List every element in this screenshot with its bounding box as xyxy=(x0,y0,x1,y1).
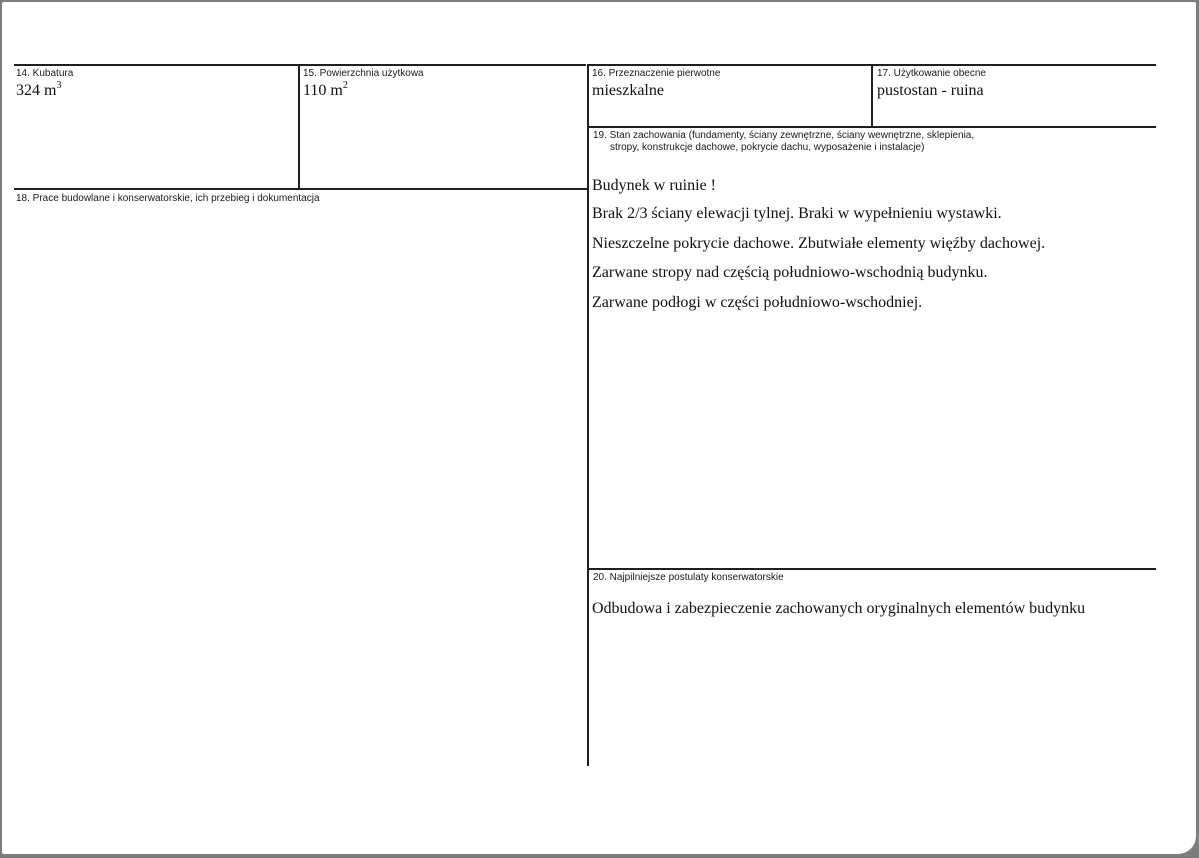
field-14-unit-exponent: 3 xyxy=(56,79,62,91)
field-15-value-text: 110 m xyxy=(303,82,343,99)
field-19-line: Zarwane stropy nad częścią południowo-wschodnią budynku. xyxy=(592,264,988,281)
divider-16-17 xyxy=(871,64,873,127)
field-14-value xyxy=(16,79,62,100)
field-19-label: 19. Stan zachowania (fundamenty, ściany zewnętrzne, ściany wewnętrzne, sklepienia, xyxy=(593,130,975,141)
field-17-value: pustostan - ruina xyxy=(877,82,984,99)
center-divider xyxy=(587,64,589,766)
field-20-label: 20. Najpilniejsze postulaty konserwatorskie xyxy=(593,572,784,583)
field-15-label: 15. Powierzchnia użytkowa xyxy=(303,68,424,79)
field-15-unit-exponent: 2 xyxy=(342,79,348,91)
field-15-value xyxy=(303,79,348,100)
field-20-value: Odbudowa i zabezpieczenie zachowanych oryginalnych elementów budynku xyxy=(592,600,1086,617)
top-rule-left xyxy=(14,64,586,66)
field-19-line: Zarwane podłogi w części południowo-wschodniej. xyxy=(592,294,923,311)
divider-14-15 xyxy=(298,64,300,189)
field-18-label: 18. Prace budowlane i konserwatorskie, ich przebieg i dokumentacja xyxy=(16,193,320,204)
field-16-label: 16. Przeznaczenie pierwotne xyxy=(592,68,721,79)
field-17-label: 17. Użytkowanie obecne xyxy=(877,68,986,79)
rule-above-field-20 xyxy=(588,568,1156,570)
field-16-value: mieszkalne xyxy=(592,82,664,99)
field-19-line: Brak 2/3 ściany elewacji tylnej. Braki w wypełnieniu wystawki. xyxy=(592,205,1002,222)
field-19-label-line2: stropy, konstrukcje dachowe, pokrycie dachu, wyposażenie i instalacje) xyxy=(610,142,925,153)
form-sheet xyxy=(2,2,1196,854)
rule-above-field-18 xyxy=(14,188,588,190)
field-14-value-text: 324 m xyxy=(16,82,57,99)
field-19-line: Nieszczelne pokrycie dachowe. Zbutwiałe elementy więźby dachowej. xyxy=(592,235,1046,252)
field-19-line: Budynek w ruinie ! xyxy=(592,177,716,194)
field-14-label: 14. Kubatura xyxy=(16,68,74,79)
